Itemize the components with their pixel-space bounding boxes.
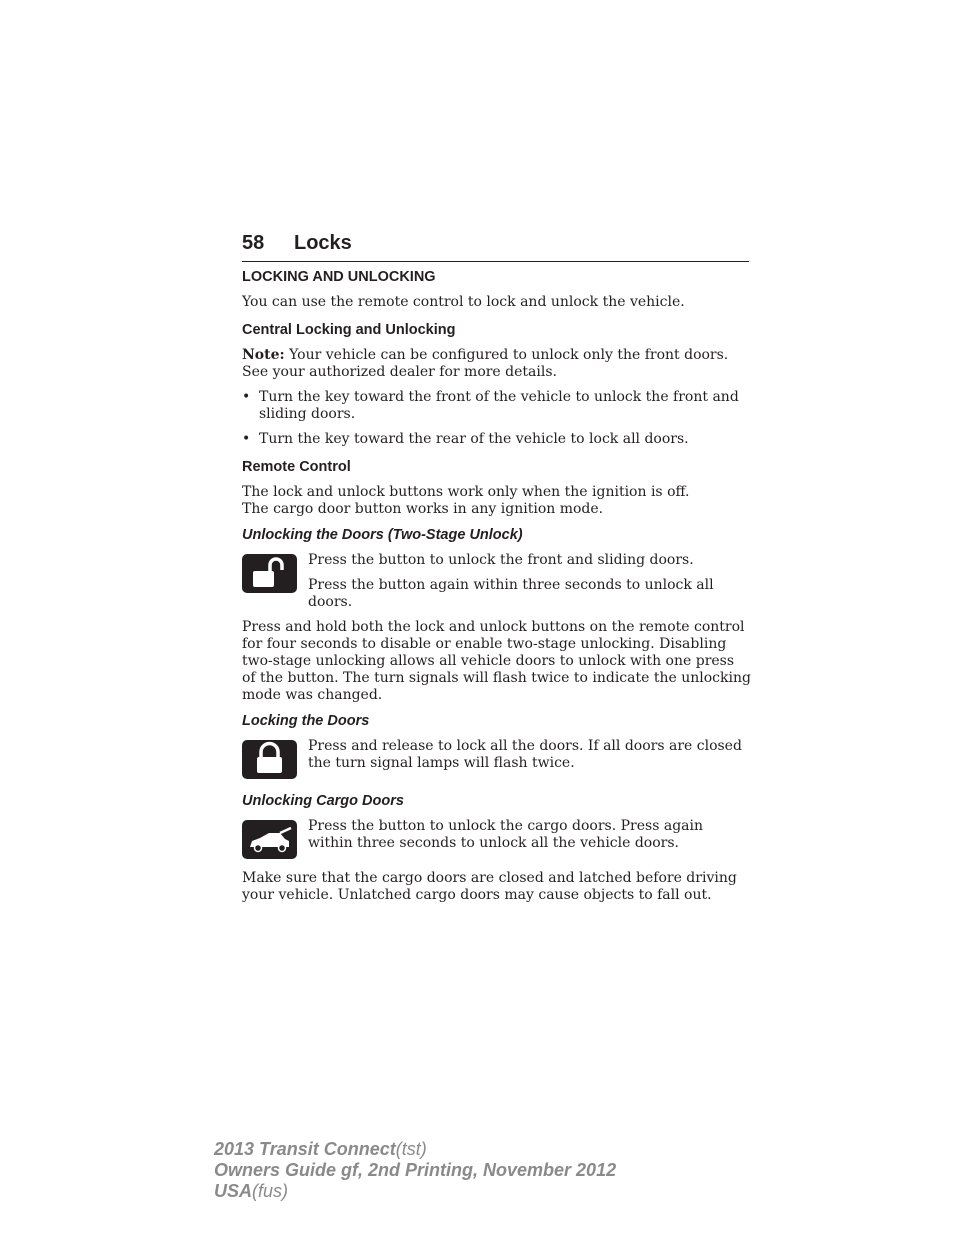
cargo-row: [242, 818, 752, 862]
remote-text-2: The cargo door button works in any ignition mode.: [242, 501, 604, 517]
page-content: [242, 268, 752, 904]
cargo-closing-text: Make sure that the cargo doors are closed and latched before driving your vehicle. Unlatched cargo doors may cause objects to fall out.: [242, 870, 737, 903]
document-footer: [214, 1139, 616, 1202]
note-text: Your vehicle can be configured to unlock only the front doors. See your authorized dealer for more details.: [242, 347, 729, 380]
lock-icon: [242, 740, 297, 779]
footer-market-code: (fus): [252, 1181, 289, 1201]
footer-guide-info: Owners Guide gf, 2nd Printing, November 2012: [214, 1160, 617, 1180]
page-number: 58: [242, 232, 265, 254]
note-paragraph: [242, 347, 752, 381]
heading-locking-doors: Locking the Doors: [242, 713, 370, 729]
lock-row: [242, 738, 752, 782]
intro-text: You can use the remote control to lock and unlock the vehicle.: [242, 294, 685, 310]
unlock-text-2: Press the button again within three seconds to unlock all doors.: [308, 577, 714, 610]
unlock-text-1: Press the button to unlock the front and sliding doors.: [308, 552, 694, 568]
list-item: • Turn the key toward the rear of the vehicle to lock all doors.: [242, 431, 689, 447]
heading-remote-control: Remote Control: [242, 459, 351, 475]
remote-text-1: The lock and unlock buttons work only when the ignition is off.: [242, 484, 690, 500]
unlock-row: [242, 552, 752, 611]
list-item: • Turn the key toward the front of the vehicle to unlock the front and sliding doors.: [242, 389, 739, 422]
cargo-door-icon: [242, 820, 297, 859]
footer-model: 2013 Transit Connect: [214, 1139, 396, 1159]
heading-two-stage-unlock: Unlocking the Doors (Two-Stage Unlock): [242, 527, 523, 543]
footer-model-code: (tst): [395, 1139, 427, 1159]
heading-unlocking-cargo: Unlocking Cargo Doors: [242, 793, 404, 809]
unlock-icon: [242, 554, 297, 593]
two-stage-explanation: Press and hold both the lock and unlock buttons on the remote control for four seconds to disable or enable two-stage unlocking. Disabling two-stage unlocking allows all vehicle doors to unlock with one press of the button. The turn signals will flash twice to indicate the unlocking mode was changed.: [242, 619, 751, 703]
heading-central-locking: Central Locking and Unlocking: [242, 322, 456, 338]
bullet-text: Turn the key toward the rear of the vehicle to lock all doors.: [259, 431, 689, 447]
footer-market: USA: [214, 1181, 253, 1201]
note-label: Note:: [242, 347, 285, 363]
bullet-text: Turn the key toward the front of the vehicle to unlock the front and sliding doors.: [259, 389, 739, 422]
section-heading-locking: LOCKING AND UNLOCKING: [242, 269, 436, 285]
page-header: [242, 231, 749, 262]
cargo-text: Press the button to unlock the cargo doors. Press again within three seconds to unlock all the vehicle doors.: [308, 818, 704, 851]
chapter-title: Locks: [294, 232, 352, 254]
lock-text: Press and release to lock all the doors. If all doors are closed the turn signal lamps will flash twice.: [308, 738, 742, 771]
